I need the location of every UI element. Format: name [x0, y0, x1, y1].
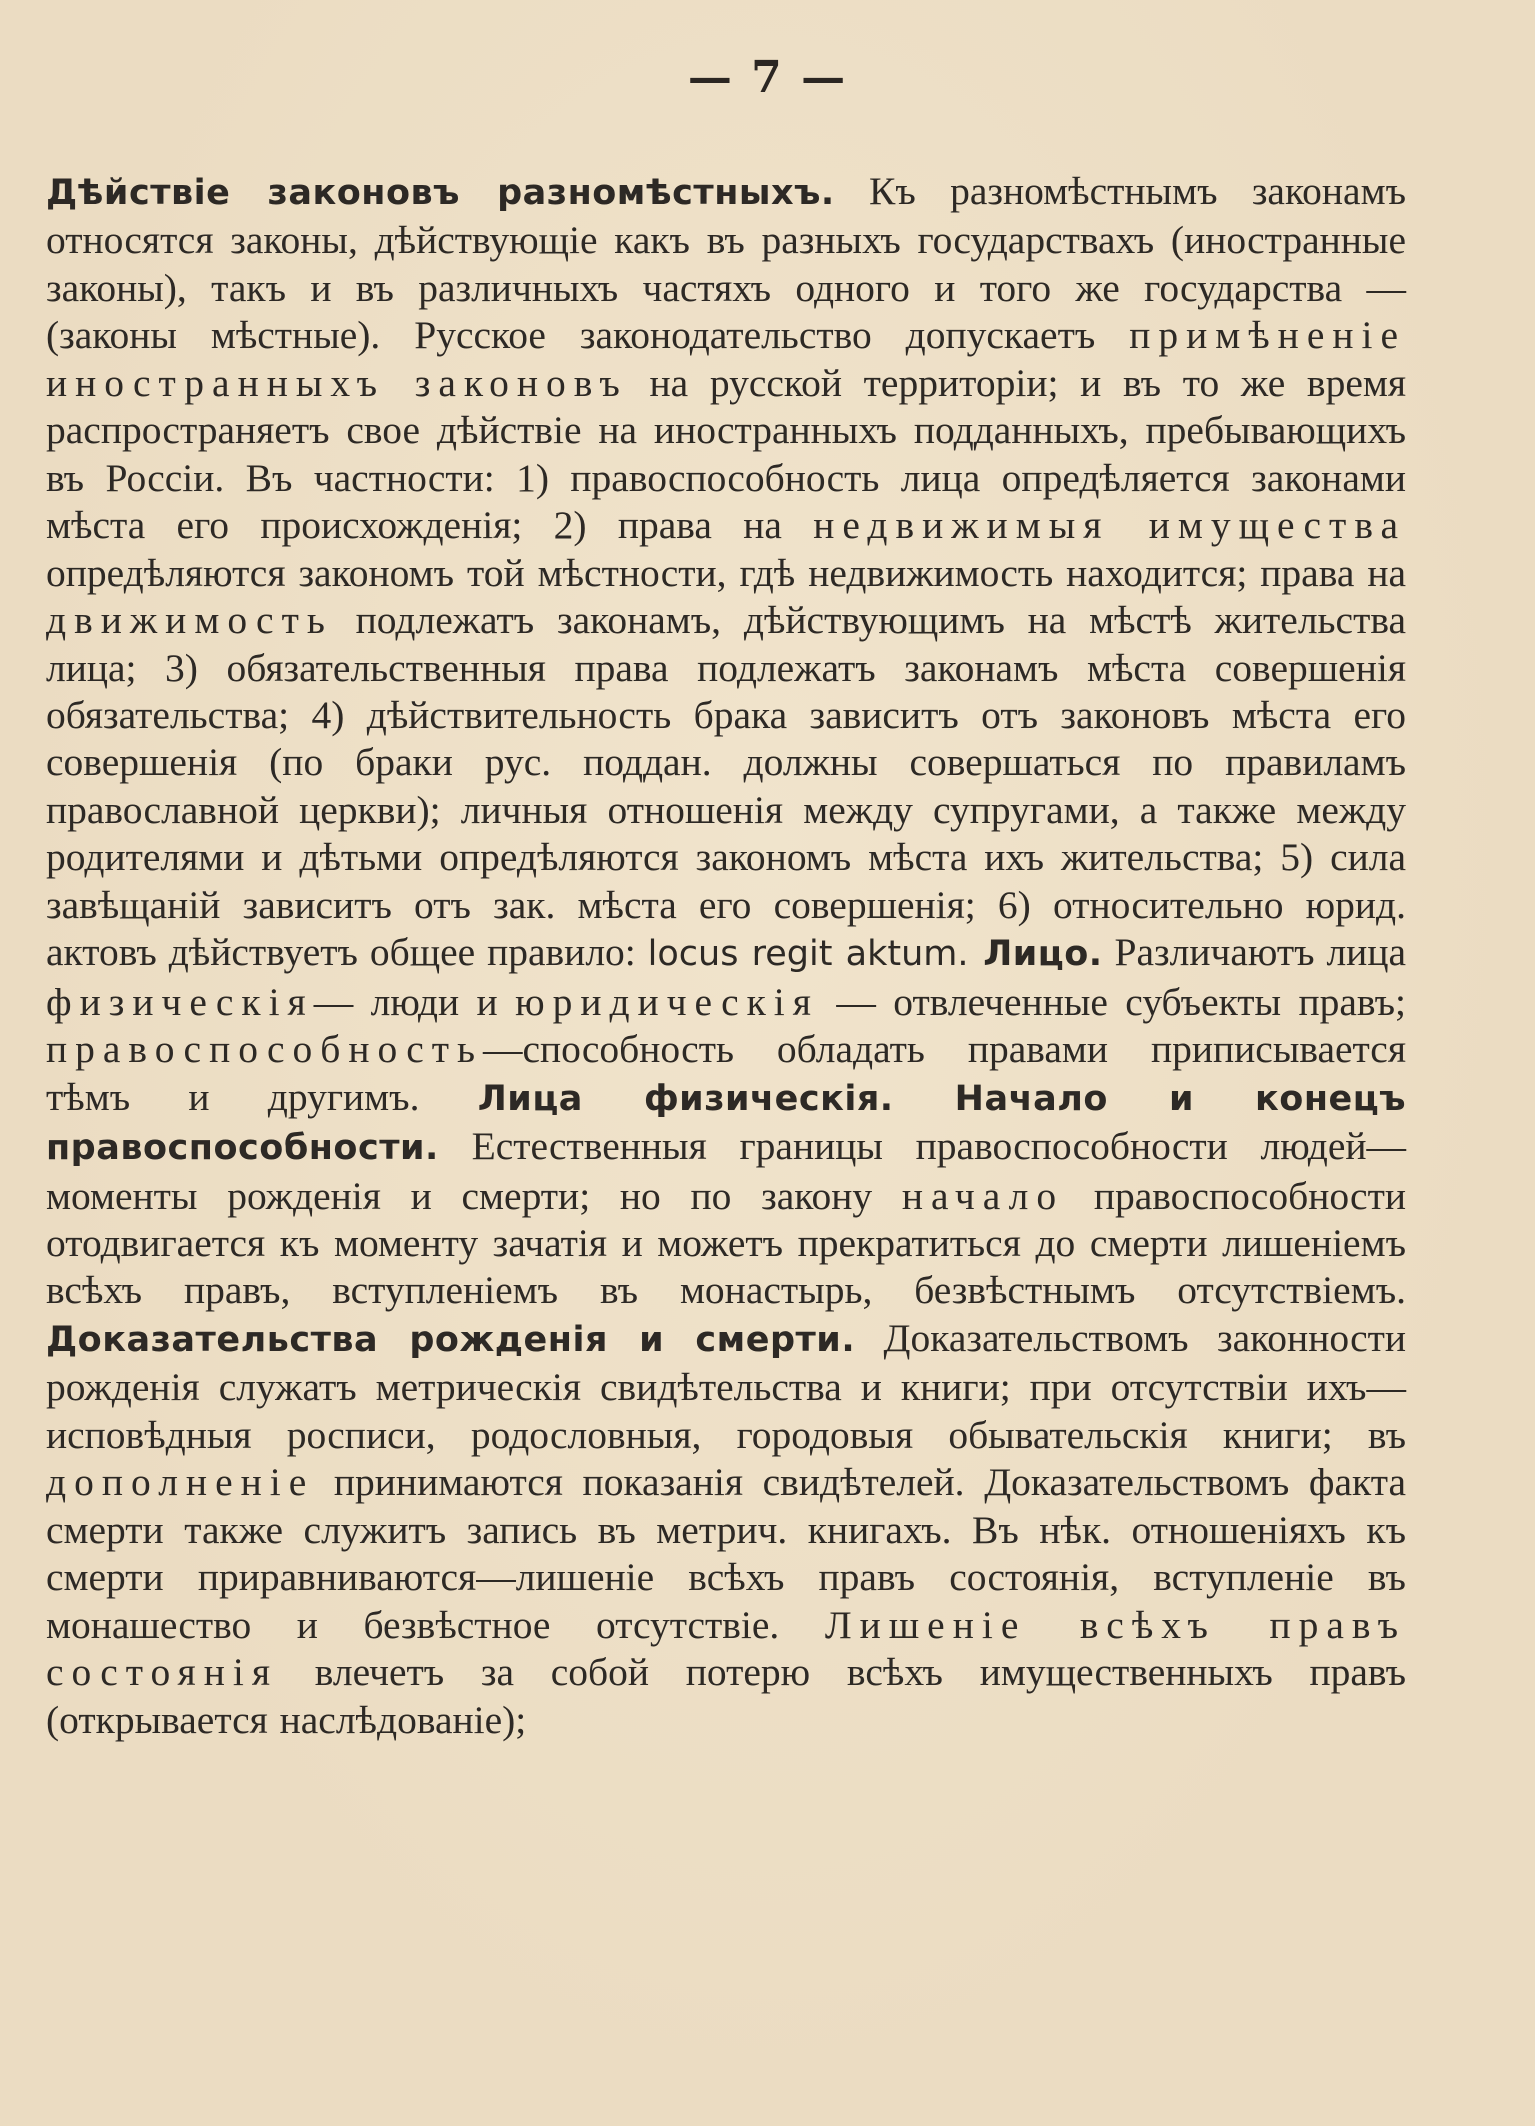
spaced-term: юридическія [515, 979, 819, 1024]
text-run: опредѣляются закономъ той мѣстности, гдѣ недвижимость находится; права на [46, 550, 1406, 595]
latin-phrase: locus regit aktum. [647, 934, 969, 975]
spaced-term: дополненіе [46, 1460, 315, 1505]
spaced-term: правоспособность [46, 1027, 483, 1072]
text-run: Доказательствомъ законности рожденія служатъ метрическія свидѣтельства и книги; при отсутствіи ихъ—исповѣдныя росписи, родословныя, городовыя обывательскія книги; въ [46, 1315, 1406, 1457]
text-run: Естественныя границы правоспособности людей—моменты рожденія и смерти; но по закону [46, 1124, 1406, 1218]
spaced-term: Лишеніе всѣхъ правъ состоянія [46, 1602, 1406, 1695]
heading-person: Лицо. [968, 934, 1103, 975]
text-run: Различаютъ лица [1102, 930, 1406, 975]
text-run: на русской территоріи; и въ то же время распространяетъ свое дѣйствіе на иностранныхъ подданныхъ, пребывающихъ въ Россіи. Въ частности: 1) правоспособность лица опредѣляется законами мѣста его происхожденія; 2) права на [46, 360, 1407, 548]
text-run: Къ разномѣстнымъ законамъ относятся законы, дѣйствующіе какъ въ разныхъ государствахъ (иностранные законы), такъ и въ различныхъ частяхъ одного и того же государства — (законы мѣстные). Русское законодательство допускаетъ [46, 169, 1406, 358]
spaced-term: движимость [46, 598, 333, 643]
text-run: — отвлеченные субъекты правъ; [818, 979, 1406, 1024]
spaced-term: начало [901, 1173, 1065, 1218]
text-run: подлежатъ законамъ, дѣйствующимъ на мѣстѣ жительства лица; 3) обязательственныя права подлежатъ законамъ мѣста совершенія обязательства; 4) дѣйствительность брака зависитъ отъ законовъ мѣста его совершенія (по браки рус. поддан. должны совершаться по правиламъ православной церкви); личныя отношенія между супругами, а также между родителями и дѣтьми опредѣляются закономъ мѣста ихъ жительства; 5) сила завѣщаній зависитъ отъ зак. мѣста его совершенія; 6) относительно юрид. актовъ дѣйствуетъ общее правило: [46, 598, 1406, 975]
body-text [46, 168, 1406, 1744]
spaced-term: примѣненіе иностранныхъ законовъ [46, 313, 1406, 405]
spaced-term: физическія [46, 979, 314, 1024]
text-run: —способность обладать правами приписывается тѣмъ и другимъ. [46, 1027, 1406, 1119]
text-run: принимаются показанія свидѣтелей. Доказательствомъ факта смерти также служитъ запись въ метрич. книгахъ. Въ нѣк. отношеніяхъ къ смерти приравниваются—лишеніе всѣхъ правъ состоянія, вступленіе въ монашество и безвѣстное отсутствіе. [46, 1460, 1406, 1647]
page-number: — 7 — [687, 52, 848, 103]
heading-proof-of-birth-death: Доказательства рожденія и смерти. [46, 1319, 856, 1360]
heading-physical-persons: Лица физическія. Начало и конецъ правоспособности. [46, 1078, 1406, 1169]
spaced-term: недвижимыя имущества [813, 503, 1406, 548]
heading-conflict-of-laws: Дѣйствіе законовъ разномѣстныхъ. [46, 173, 835, 213]
text-run: правоспособности отодвигается къ моменту зачатія и можетъ прекратиться до смерти лишеніемъ всѣхъ правъ, вступленіемъ въ монастырь, безвѣстнымъ отсутствіемъ. [46, 1173, 1406, 1313]
text-run: влечетъ за собой потерю всѣхъ имущественныхъ правъ (открывается наслѣдованіе); [46, 1650, 1406, 1742]
text-run: — люди и [313, 979, 516, 1024]
